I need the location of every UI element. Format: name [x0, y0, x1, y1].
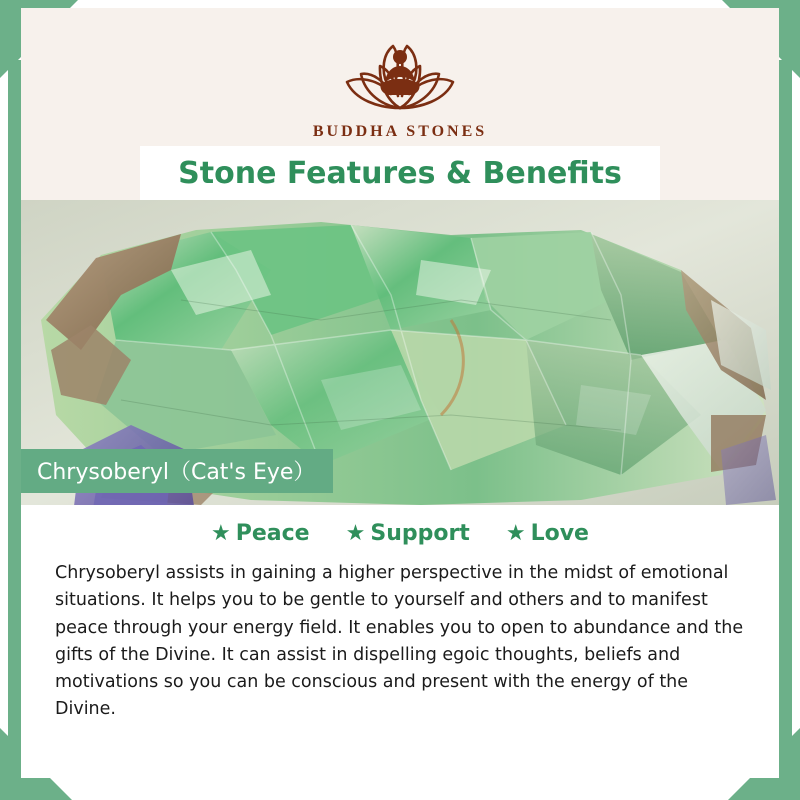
- benefit-label: Love: [530, 521, 589, 546]
- header-band: [21, 8, 779, 200]
- brand-name: BUDDHA STONES: [312, 123, 488, 140]
- benefit-item-peace: [211, 521, 310, 546]
- stone-name-label: Chrysoberyl（Cat's Eye）: [21, 449, 333, 493]
- star-icon: ★: [345, 520, 366, 546]
- stone-photo: [21, 200, 779, 505]
- benefit-label: Peace: [235, 521, 310, 546]
- section-title-band: [140, 146, 660, 200]
- frame-line-right: [779, 60, 792, 750]
- benefits-row: [21, 505, 779, 554]
- page-title: Stone Features & Benefits: [178, 155, 622, 191]
- benefit-item-love: [506, 521, 589, 546]
- frame-line-left: [8, 60, 21, 750]
- description-text: Chrysoberyl assists in gaining a higher perspective in the midst of emotional situations. It helps you to be gentle to yourself and others and to manifest peace through your energy field. It enables you to open to abundance and the gifts of the Divine. It can assist in dispelling egoic thoughts, beliefs and motivations so you can be conscious and present with the energy of the Divine.: [55, 563, 744, 720]
- star-icon: ★: [505, 520, 526, 546]
- star-icon: ★: [211, 520, 231, 546]
- benefit-item-support: [346, 521, 470, 546]
- content-card: [21, 8, 779, 778]
- brand-logo: [21, 8, 779, 141]
- benefit-label: Support: [370, 521, 470, 546]
- lotus-meditation-icon: [325, 24, 475, 116]
